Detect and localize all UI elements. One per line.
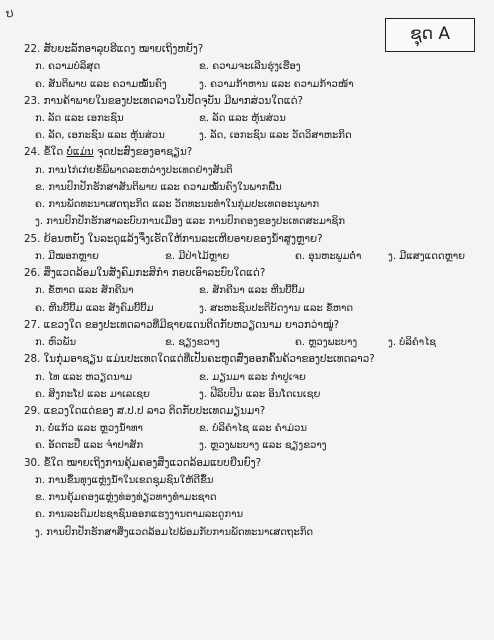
- option-d: ງ. ຄວາມກ້າຫານ ແລະ ຄວາມກ້າວໜ້າ: [199, 78, 354, 90]
- question-22: 22. ສັບຍະລັກອາລຸບຮີແດງ ໝາຍເຖິງຫຍັງ?: [24, 43, 204, 55]
- option-c: ຄ. ສິງກະໂປ ແລະ ມາເລເຊຍ: [35, 388, 150, 400]
- option-b: ຂ. ບໍລິຄໍາໄຊ ແລະ ຄໍາມ່ວນ: [199, 423, 307, 435]
- options-row: [24, 386, 484, 403]
- exam-set-label: ຊຸດ A: [385, 18, 475, 52]
- question-24: [24, 144, 484, 161]
- options-row: [24, 248, 484, 265]
- option-c: ຄ. ລັດ, ເອກະຊົນ ແລະ ຫຸ້ນສ່ວນ: [35, 130, 165, 142]
- options-row: [24, 369, 484, 386]
- option-a: ກ. ການໄກ່ເກ່ຍຂໍ້ພິພາດລະຫວ່າງປະເທດຢ່າງສັນຕິ: [35, 164, 233, 176]
- option-a: ກ. ຫົວພັນ: [35, 337, 77, 349]
- question-23: 23. ການຄ້າພາຍໃນຂອງປະເທດລາວໃນປັດຈຸບັນ ມີພາກສ່ວນໃດແດ່?: [24, 94, 303, 107]
- option-b: ຂ. ຊຽງຂວາງ: [165, 337, 220, 349]
- question-27: 27. ແຂວງໃດ ຂອງປະເທດລາວທີ່ມີຊາຍແດນຕິດກັບຫວຽດນາມ ຍາວກວ່າໝູ່?: [24, 318, 340, 331]
- option-c: ຄ. ອຸນຫະພູມຕໍ່າ: [295, 250, 362, 262]
- options-row: [24, 76, 484, 93]
- options-row: [24, 127, 484, 144]
- option-b: ຂ. ການຄຸ້ມຄອງແຫຼ່ງທ່ອງທ່ຽວທາງທໍາມະຊາດ: [35, 492, 217, 504]
- option-b: ຂ. ສັກຄີນາ ແລະ ຫີນບີ້ບີ້ມ: [199, 285, 305, 297]
- question-24-prefix: 24. ຂໍ້ໃດ: [24, 146, 67, 159]
- option-d: ງ. ການປົກປັກຮັກສາລະບົບການເມືອງ ແລະ ການປົກຄອງຂອງປະເທດສະມາຊິກ: [35, 216, 345, 228]
- option-d: ງ. ລັດ, ເອກະຊົນ ແລະ ວັດວິສາຫະກິດ: [199, 130, 352, 142]
- options-row: [24, 420, 484, 437]
- option-d: ງ. ສະຫະຊົນປະຕິບັດງານ ແລະ ຂໍ້ຫາດ: [199, 302, 354, 314]
- option-d: ງ. ບໍລິຄໍາໄຊ: [388, 337, 436, 349]
- question-list: [24, 41, 484, 541]
- corner-handwritten-mark: ບ: [4, 5, 16, 21]
- option-a: ກ. ລັດ ແລະ ເອກະຊົນ: [35, 113, 124, 124]
- question-30: 30. ຂໍ້ໃດ ໝາຍເຖິງການຄຸ້ມຄອງສິ່ງແວດລ້ອມແບບຍືນຍົງ?: [24, 456, 262, 469]
- option-b: ຂ. ຄວາມຈະເລີນຮຸ່ງເຮືອງ: [199, 61, 301, 73]
- question-26: 26. ສິ່ງແວດລ້ອມໃນສັງຄົມກະສິກໍາ ກອບເອົາລະບົບໃດແດ່?: [24, 267, 266, 280]
- option-d: ງ. ຫຼວງພະບາງ ແລະ ຊຽງຂວາງ: [199, 440, 327, 452]
- option-a: ກ. ບໍ່ແກ້ວ ແລະ ຫຼວງນໍ້າທາ: [35, 423, 143, 435]
- option-c: ຄ. ການລະດົມປະຊາຊົນອອກແຮງງານຕາມລະດູການ: [35, 509, 244, 521]
- question-28: 28. ໃນກຸ່ມອາຊຽນ ແມ່ນປະເທດໃດແດ່ທີ່ເປັນຄະຫູດສົ່ງອອກຄົ້ນຄ້ວາຂອງປະເທດລາວ?: [24, 353, 375, 366]
- option-d: ງ. ມີແສງແດດຫຼາຍ: [388, 250, 466, 262]
- option-b: ຂ. ການປົກປັກຮັກສາສັນຕິພາບ ແລະ ຄວາມໝັ້ນຄົງໃນພາກພື້ນ: [35, 181, 282, 193]
- option-c: ຄ. ການພັດທະນາເສດຖະກິດ ແລະ ວັດທະນະທໍາໃນກຸ່ມປະເທດອະນຸພາກ: [35, 199, 320, 211]
- option-a: ກ. ການຂຶ້ນທຸງແຫຼ່ງນໍ້າໃນເຂດຊຸມຊົນໃຫ້ດີຂຶ້ນ: [35, 474, 214, 486]
- options-row: [24, 110, 484, 127]
- option-d: ງ. ຟີລິບປິນ ແລະ ອິນໂດເນເຊຍ: [199, 388, 321, 400]
- question-25: 25. ຍ້ອນຫຍັງ ໃນລະດູແລ້ງຈຶ່ງເຮັດໃຫ້ການລະເຫີຍອາຍຂອງນໍ້າສູງຫຼາຍ?: [24, 232, 323, 245]
- question-24-emphasis: ບໍ່ແມ່ນ: [66, 146, 94, 159]
- option-b: ຂ. ລັດ ແລະ ຫຸ້ນສ່ວນ: [199, 113, 286, 124]
- option-c: ຄ. ຫີນບີ້ບີ້ມ ແລະ ສັງຄົມບີ້ບີ້ມ: [35, 302, 154, 314]
- option-b: ຂ. ມຽນມາ ແລະ ກໍາປູເຈຍ: [199, 371, 306, 383]
- option-b: ຂ. ມີປ່າໄມ້ຫຼາຍ: [165, 250, 230, 262]
- option-d: ງ. ການປົກປັກຮັກສາສິ່ງແວດລ້ອມໄປພ້ອມກັບການພັດທະນາເສດຖະກິດ: [35, 526, 314, 538]
- options-row: [24, 334, 484, 351]
- option-a: ກ. ຂໍ້ຫາດ ແລະ ສັກຄີນາ: [35, 285, 134, 297]
- option-a: ກ. ຄວາມບໍລິສຸດ: [35, 61, 101, 73]
- option-c: ຄ. ອັດຕະປື ແລະ ຈໍາປາສັກ: [35, 440, 144, 452]
- options-row: [24, 437, 484, 454]
- question-24-suffix: ຈຸດປະສົງຂອງອາຊຽນ?: [93, 146, 193, 159]
- option-a: ກ. ມີໝອກຫຼາຍ: [35, 250, 99, 262]
- options-row: [24, 282, 484, 299]
- option-c: ຄ. ສັນຕິພາບ ແລະ ຄວາມໝັ້ນຄົງ: [35, 78, 167, 90]
- options-row: [24, 58, 484, 75]
- option-c: ຄ. ຫຼວງພະບາງ: [295, 337, 358, 349]
- options-row: [24, 300, 484, 317]
- question-29: 29. ແຂວງໃດແດ່ຂອງ ສ.ປ.ປ ລາວ ຕິດກັບປະເທດມຽນມາ?: [24, 404, 266, 417]
- option-a: ກ. ໄທ ແລະ ຫວຽດນາມ: [35, 371, 133, 383]
